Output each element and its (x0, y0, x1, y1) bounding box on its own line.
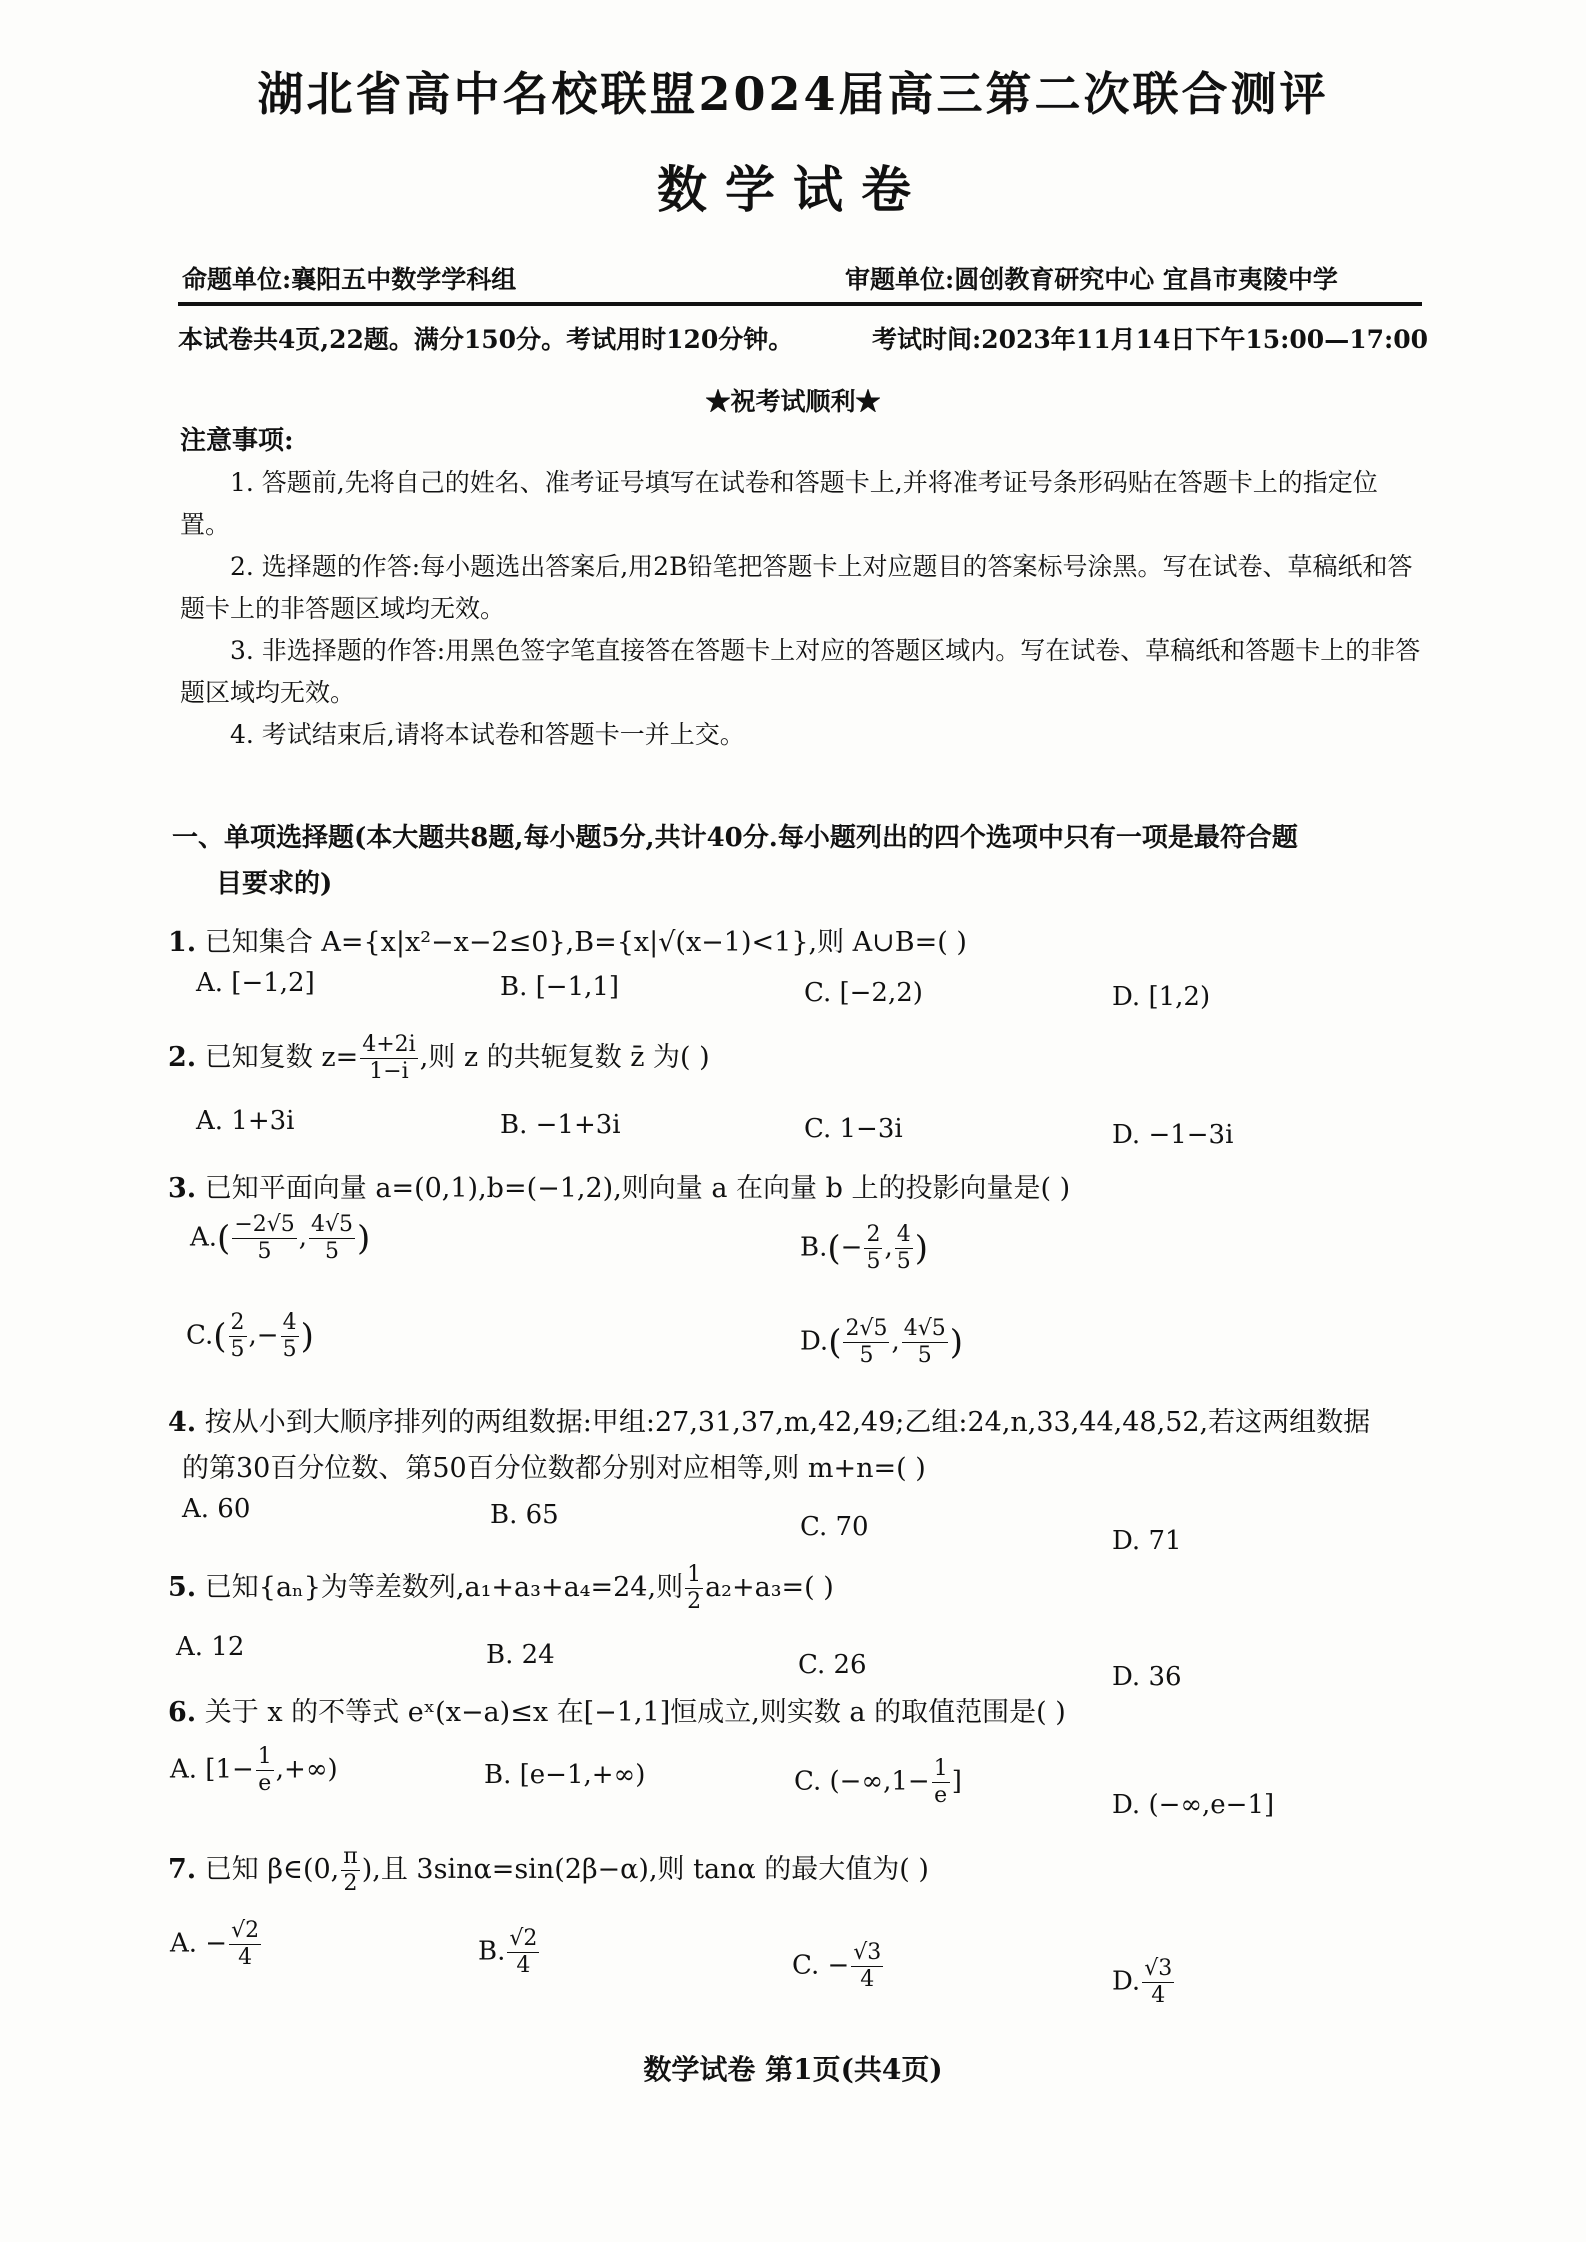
fraction (229, 1918, 261, 1971)
fraction (281, 1310, 299, 1363)
question-4 (168, 1400, 1370, 1439)
denominator: e (934, 1783, 948, 1808)
right-paren: ) (914, 1228, 928, 1269)
option-text: A. − (170, 1928, 228, 1959)
question-4-cont (182, 1446, 926, 1485)
notice-item: 1. 答题前,先将自己的姓名、准考证号填写在试卷和答题卡上,并将准考证号条形码贴在答题卡上的指定位置。 (180, 468, 1378, 539)
option-label: A. (190, 1222, 218, 1253)
question-stem-post: ),且 3sinα=sin(2β−α),则 tanα 的最大值为( ) (361, 1854, 929, 1885)
numerator: 4+2i (362, 1032, 416, 1057)
question-stem: 已知集合 A={x|x²−x−2≤0},B={x|√(x−1)<1},则 A∪B=( ) (204, 927, 967, 958)
sign: − (840, 1232, 863, 1263)
question-number: 5. (168, 1572, 197, 1603)
fraction (851, 1940, 883, 1993)
question-number: 3. (168, 1173, 197, 1204)
section-heading (172, 815, 1432, 907)
q2-option-c: C. 1−3i (804, 1114, 903, 1144)
numerator: π (343, 1844, 358, 1869)
left-paren: ( (213, 1316, 227, 1357)
right-paren: ) (357, 1218, 371, 1259)
denominator: 5 (230, 1337, 245, 1362)
numerator: 4√5 (903, 1316, 946, 1341)
reviewer-unit: 审题单位:圆创教育研究中心 宜昌市夷陵中学 (845, 265, 1338, 294)
section-line-1: 一、单项选择题(本大题共8题,每小题5分,共计40分.每小题列出的四个选项中只有一项是最符合题 (172, 823, 1298, 853)
fraction (256, 1744, 274, 1797)
denominator: 5 (896, 1249, 911, 1274)
question-number: 2. (168, 1042, 197, 1073)
numerator: √3 (853, 1940, 882, 1965)
numerator: √2 (231, 1918, 260, 1943)
option-label: D. (800, 1326, 829, 1357)
numerator: 2 (866, 1222, 881, 1247)
q5-option-c: C. 26 (798, 1650, 867, 1680)
question-2 (168, 1032, 710, 1085)
q2-option-d: D. −1−3i (1112, 1120, 1234, 1150)
fraction (864, 1222, 882, 1275)
question-number: 1. (168, 927, 197, 958)
exam-time: 考试时间:2023年11月14日下午15:00—17:00 (872, 325, 1429, 354)
question-stem: 关于 x 的不等式 eˣ(x−a)≤x 在[−1,1]恒成立,则实数 a 的取值范围是( ) (204, 1697, 1066, 1728)
numerator: √3 (1144, 1956, 1173, 1981)
exam-subtitle: 数学试卷 (657, 160, 929, 219)
denominator: 5 (257, 1239, 272, 1264)
notice-item: 4. 考试结束后,请将本试卷和答题卡一并上交。 (230, 720, 745, 749)
q6-option-a (170, 1744, 338, 1797)
exam-title: 湖北省高中名校联盟2024届高三第二次联合测评 (257, 67, 1329, 121)
header-divider (178, 302, 1422, 306)
numerator: √2 (509, 1926, 538, 1951)
denominator: 4 (1151, 1983, 1166, 2008)
option-text: C. − (792, 1950, 850, 1981)
notice-item: 3. 非选择题的作答:用黑色签字笔直接答在答题卡上对应的答题区域内。写在试卷、草稿纸和答题卡上的非答题区域均无效。 (180, 636, 1421, 707)
question-stem-line-1: 按从小到大顺序排列的两组数据:甲组:27,31,37,m,42,49;乙组:24,n,33,44,48,52,若这两组数据 (204, 1407, 1371, 1438)
numerator: −2√5 (234, 1212, 295, 1237)
q1-option-a: A. [−1,2] (196, 968, 315, 998)
q7-option-c (792, 1940, 885, 1993)
right-paren: ) (300, 1316, 314, 1357)
question-stem: 已知平面向量 a=(0,1),b=(−1,2),则向量 a 在向量 b 上的投影向量是( ) (204, 1173, 1071, 1204)
proposer-unit: 命题单位:襄阳五中数学学科组 (182, 265, 517, 294)
numerator: 2√5 (845, 1316, 888, 1341)
denominator: 5 (917, 1343, 932, 1368)
q6-option-b: B. [e−1,+∞) (484, 1760, 646, 1790)
paper-info: 本试卷共4页,22题。满分150分。考试用时120分钟。 (178, 325, 794, 354)
denominator: 2 (687, 1589, 702, 1614)
question-stem-line-2: 的第30百分位数、第50百分位数都分别对应相等,则 m+n=( ) (182, 1453, 926, 1484)
q3-option-b: B.(− $\frac{2}{5}$ , $\frac{4}{5}$ ) (800, 1222, 928, 1274)
option-text: ,+∞) (275, 1754, 338, 1785)
question-stem-post: a₂+a₃=( ) (705, 1572, 834, 1603)
fraction (229, 1310, 247, 1363)
notice-item: 2. 选择题的作答:每小题选出答案后,用2B铅笔把答题卡上对应题目的答案标号涂黑。写在试卷、草稿纸和答题卡上的非答题区域均无效。 (180, 552, 1413, 623)
fraction (309, 1212, 355, 1265)
denominator: 4 (238, 1945, 253, 1970)
fraction (843, 1316, 889, 1369)
option-text: D. (1112, 1966, 1141, 1997)
denominator: 5 (859, 1343, 874, 1368)
q3-option-a: A.( $\frac{-2√5}{5}$ , $\frac{4√5}{5}$ ) (190, 1212, 371, 1264)
q5-option-b: B. 24 (486, 1640, 555, 1670)
question-stem-pre: 已知复数 z= (204, 1042, 359, 1073)
numerator: 1 (933, 1756, 948, 1781)
option-label: B. (800, 1232, 828, 1263)
q2-option-a: A. 1+3i (196, 1106, 295, 1136)
q4-option-c: C. 70 (800, 1512, 869, 1542)
denominator: 2 (343, 1871, 358, 1896)
question-7 (168, 1844, 929, 1897)
fraction (360, 1032, 417, 1085)
denominator: 5 (866, 1249, 881, 1274)
numerator: 2 (230, 1310, 245, 1335)
fraction (341, 1844, 359, 1897)
q4-option-b: B. 65 (490, 1500, 559, 1530)
denominator: 1−i (369, 1059, 409, 1084)
fraction (685, 1562, 703, 1615)
section-line-2: 目要求的) (216, 869, 333, 899)
q2-option-b: B. −1+3i (500, 1110, 621, 1140)
fraction (232, 1212, 296, 1265)
numerator: 1 (257, 1744, 272, 1769)
good-luck-banner: ★祝考试顺利★ (705, 387, 881, 416)
fraction (902, 1316, 948, 1369)
question-stem-post: ,则 z 的共轭复数 z̄ 为( ) (419, 1042, 710, 1073)
q3-option-d: D.( $\frac{2√5}{5}$ , $\frac{4√5}{5}$ ) (800, 1316, 964, 1368)
option-text: B. (478, 1936, 506, 1967)
question-number: 4. (168, 1407, 197, 1438)
numerator: 4 (282, 1310, 297, 1335)
question-5 (168, 1562, 834, 1615)
right-paren: ) (949, 1322, 964, 1363)
fraction (895, 1222, 913, 1275)
question-number: 7. (168, 1854, 197, 1885)
left-paren: ( (828, 1322, 842, 1363)
denominator: 4 (516, 1953, 531, 1978)
q3-option-c: C.( $\frac{2}{5}$ ,− $\frac{4}{5}$ ) (186, 1310, 314, 1362)
q1-option-c: C. [−2,2) (804, 978, 923, 1008)
fraction (1142, 1956, 1174, 2009)
question-3 (168, 1166, 1070, 1205)
q7-option-b (478, 1926, 541, 1979)
q5-option-a: A. 12 (176, 1632, 245, 1662)
q7-option-a (170, 1918, 263, 1971)
q6-option-d: D. (−∞,e−1] (1112, 1790, 1275, 1820)
question-stem-pre: 已知 β∈(0, (204, 1854, 340, 1885)
denominator: e (258, 1771, 272, 1796)
notice-title: 注意事项: (180, 426, 294, 456)
left-paren: ( (827, 1228, 841, 1269)
sign: − (256, 1320, 279, 1351)
fraction (932, 1756, 950, 1809)
q7-option-d (1112, 1956, 1176, 2009)
denominator: 5 (282, 1337, 297, 1362)
question-number: 6. (168, 1697, 197, 1728)
numerator: 1 (687, 1562, 702, 1587)
q5-option-d: D. 36 (1112, 1662, 1182, 1692)
page-footer: 数学试卷 第1页(共4页) (643, 2053, 943, 2086)
option-text: C. (−∞,1− (794, 1766, 930, 1797)
question-1 (168, 920, 967, 959)
numerator: 4√5 (311, 1212, 354, 1237)
option-text: ] (951, 1766, 962, 1797)
q1-option-d: D. [1,2) (1112, 982, 1211, 1012)
q6-option-c (794, 1756, 962, 1809)
left-paren: ( (217, 1218, 231, 1259)
q4-option-d: D. 71 (1112, 1526, 1182, 1556)
q4-option-a: A. 60 (182, 1494, 251, 1524)
notice-list (180, 462, 1424, 756)
option-text: A. [1− (170, 1754, 254, 1785)
option-label: C. (186, 1320, 214, 1351)
denominator: 4 (860, 1967, 875, 1992)
numerator: 4 (896, 1222, 911, 1247)
denominator: 5 (325, 1239, 340, 1264)
question-stem-pre: 已知{aₙ}为等差数列,a₁+a₃+a₄=24,则 (204, 1572, 684, 1603)
question-6 (168, 1690, 1066, 1729)
q1-option-b: B. [−1,1] (500, 972, 620, 1002)
fraction (507, 1926, 539, 1979)
